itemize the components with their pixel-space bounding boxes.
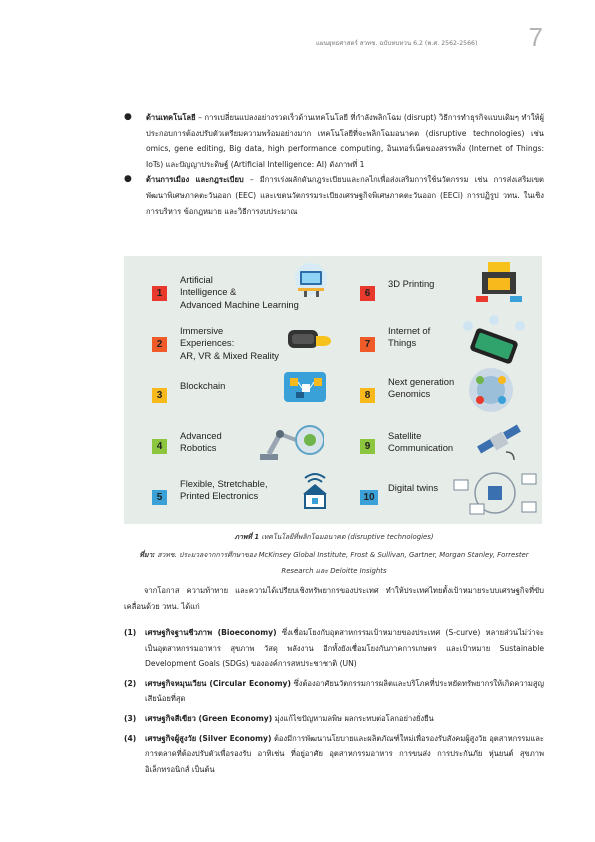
item-number: 5 xyxy=(152,490,167,505)
list-heading: เศรษฐกิจผู้สูงวัย (Silver Economy) xyxy=(145,733,272,743)
bullet-heading: ด้านเทคโนโลยี xyxy=(146,113,196,122)
list-number: (3) xyxy=(124,713,137,723)
item-label: 3D Printing xyxy=(388,278,435,289)
item-number: 2 xyxy=(152,337,167,352)
item-label: Flexible, Stretchable, Printed Electronics xyxy=(180,478,268,502)
list-item xyxy=(124,676,544,707)
bullet-dot-icon: ● xyxy=(124,174,132,185)
figure-caption xyxy=(124,532,544,543)
item-label: Advanced Robotics xyxy=(180,430,222,454)
list-text: ต้องมีการพัฒนานโยบายและผลิตภัณฑ์ใหม่เพื่อรองรับสังคมผู้สูงวัย อุตสาหกรรมและการตลาดที่ต้องปรับตัวเพื่อรองรับ อาทิเช่น ที่อยู่อาศัย อุตสาหกรรมอาหาร การขนส่ง การประกันภัย หุ่นยนต์ สุขภาพอิเล็กทรอนิกส์ เป็นต้น xyxy=(145,733,544,774)
list-heading: เศรษฐกิจฐานชีวภาพ (Bioeconomy) xyxy=(145,628,277,637)
smart-home-icon xyxy=(300,470,330,510)
item-number: 10 xyxy=(360,490,378,505)
bullet-text: – การเปลี่ยนแปลงอย่างรวดเร็วด้านเทคโนโลยี ที่กำลังพลิกโฉม (disrupt) วิธีการทำธุรกิจแบบเดิมๆ ทำให้ผู้ประกอบการต้องปรับตัวเตรียมความพร้อมอย่างมาก เทคโนโลยีที่จะพลิกโฉมอนาคต (disruptive technologies) เช่น omics, gene editing, Big data, high performance computing, อินเทอร์เน็ตของสรรพสิ่ง (Internet of Things: IoTs) และปัญญาประดิษฐ์ (Artificial Intelligence: AI) ดังภาพที่ 1 xyxy=(146,113,544,169)
bullet-text: – มีการเร่งผลักดันกฎระเบียบและกลไกเพื่อส่งเสริมการใช้นวัตกรรม เช่น การส่งเสริมเขตพัฒนาพิเศษภาคตะวันออก (EEC) และเขตนวัตกรรมระเบียงเศรษฐกิจพิเศษภาคตะวันออก (EECi) การปฏิรูป วทน. ในเชิงการบริหาร ข้อกฎหมาย และวิธีการงบประมาณ xyxy=(146,175,544,216)
item-number: 8 xyxy=(360,388,375,403)
list-text: ซึ่งต้องอาศัยนวัตกรรมการผลิตและบริโภคที่ประหยัดทรัพยากรให้เกิดความสูญเสียน้อยที่สุด xyxy=(145,678,544,704)
item-label: Digital twins xyxy=(388,482,439,493)
source-label: ที่มา: xyxy=(139,551,156,559)
intro-paragraph: จากโอกาส ความท้าทาย และความได้เปรียบเชิงทรัพยากรของประเทศ ทำให้ประเทศไทยตั้งเป้าหมายระบบเศรษฐกิจที่ขับเคลื่อนด้วย วทน. ได้แก่ xyxy=(124,586,544,611)
item-label: Artificial Intelligence & Advanced Machine Learning xyxy=(180,274,299,310)
item-label: Blockchain xyxy=(180,380,226,391)
bullet-technology xyxy=(124,110,544,172)
caption-label: ภาพที่ 1 xyxy=(234,533,260,541)
genomics-icon xyxy=(464,366,518,414)
bullet-dot-icon: ● xyxy=(124,112,132,122)
item-number: 3 xyxy=(152,388,167,403)
satellite-icon xyxy=(476,424,522,464)
bullet-heading: ด้านการเมือง และกฎระเบียบ xyxy=(146,175,244,185)
3d-printer-icon xyxy=(474,260,524,304)
item-number: 6 xyxy=(360,286,375,301)
list-heading: เศรษฐกิจหมุนเวียน (Circular Economy) xyxy=(145,678,291,688)
list-text: มุ่งแก้ไขปัญหามลพิษ ผลกระทบต่อโลกอย่างยั่งยืน xyxy=(272,713,434,723)
item-number: 7 xyxy=(360,337,375,352)
caption-text: เทคโนโลยีที่พลิกโฉมอนาคต (disruptive technologies) xyxy=(259,533,434,541)
list-number: (4) xyxy=(124,733,137,743)
list-heading: เศรษฐกิจสีเขียว (Green Economy) xyxy=(145,713,273,723)
disruptive-technologies-figure xyxy=(124,256,542,524)
robot-arm-icon xyxy=(258,420,324,462)
ai-desk-icon xyxy=(292,262,330,300)
bullet-list xyxy=(124,110,544,219)
list-item xyxy=(124,731,544,778)
page-number: 7 xyxy=(528,22,543,52)
list-item xyxy=(124,711,544,727)
item-label: Immersive Experiences: AR, VR & Mixed Reality xyxy=(180,325,279,361)
vr-headset-icon xyxy=(286,322,332,354)
list-number: (1) xyxy=(124,628,137,637)
item-number: 1 xyxy=(152,286,167,301)
item-label: Next generation Genomics xyxy=(388,376,455,400)
iot-tablet-icon xyxy=(460,314,528,364)
item-number: 9 xyxy=(360,439,375,454)
figure-source xyxy=(124,548,544,579)
list-text: ซึ่งเชื่อมโยงกับอุตสาหกรรมเป้าหมายของประเทศ (S-curve) หลายส่วนไม่ว่าจะเป็นอุตสาหกรรมอาหาร สุขภาพ วัสดุ พลังงาน อีกทั้งยังเชื่อมโยงกับภาคการเกษตร และเป้าหมาย Sustainable Development Goals (SDGs) ขององค์การสหประชาชาติ (UN) xyxy=(145,628,545,669)
list-number: (2) xyxy=(124,678,137,688)
running-header: แผนยุทธศาสตร์ สวทช. ฉบับทบทวน 6.2 (พ.ศ. 2562-2566) xyxy=(316,40,478,47)
list-item xyxy=(124,625,544,672)
digital-twin-icon xyxy=(452,468,538,518)
item-label: Satellite Communication xyxy=(388,430,454,454)
item-label: Internet of Things xyxy=(388,325,431,349)
item-number: 4 xyxy=(152,439,167,454)
source-text: สวทช. ประมวลจากการศึกษาของ McKinsey Global Institute, Frost & Sullivan, Gartner, Morgan Stanley, Forrester Research และ Deloitte Insights xyxy=(155,551,529,575)
blockchain-icon xyxy=(282,370,328,404)
bullet-politics xyxy=(124,172,544,219)
economy-list xyxy=(124,625,544,781)
